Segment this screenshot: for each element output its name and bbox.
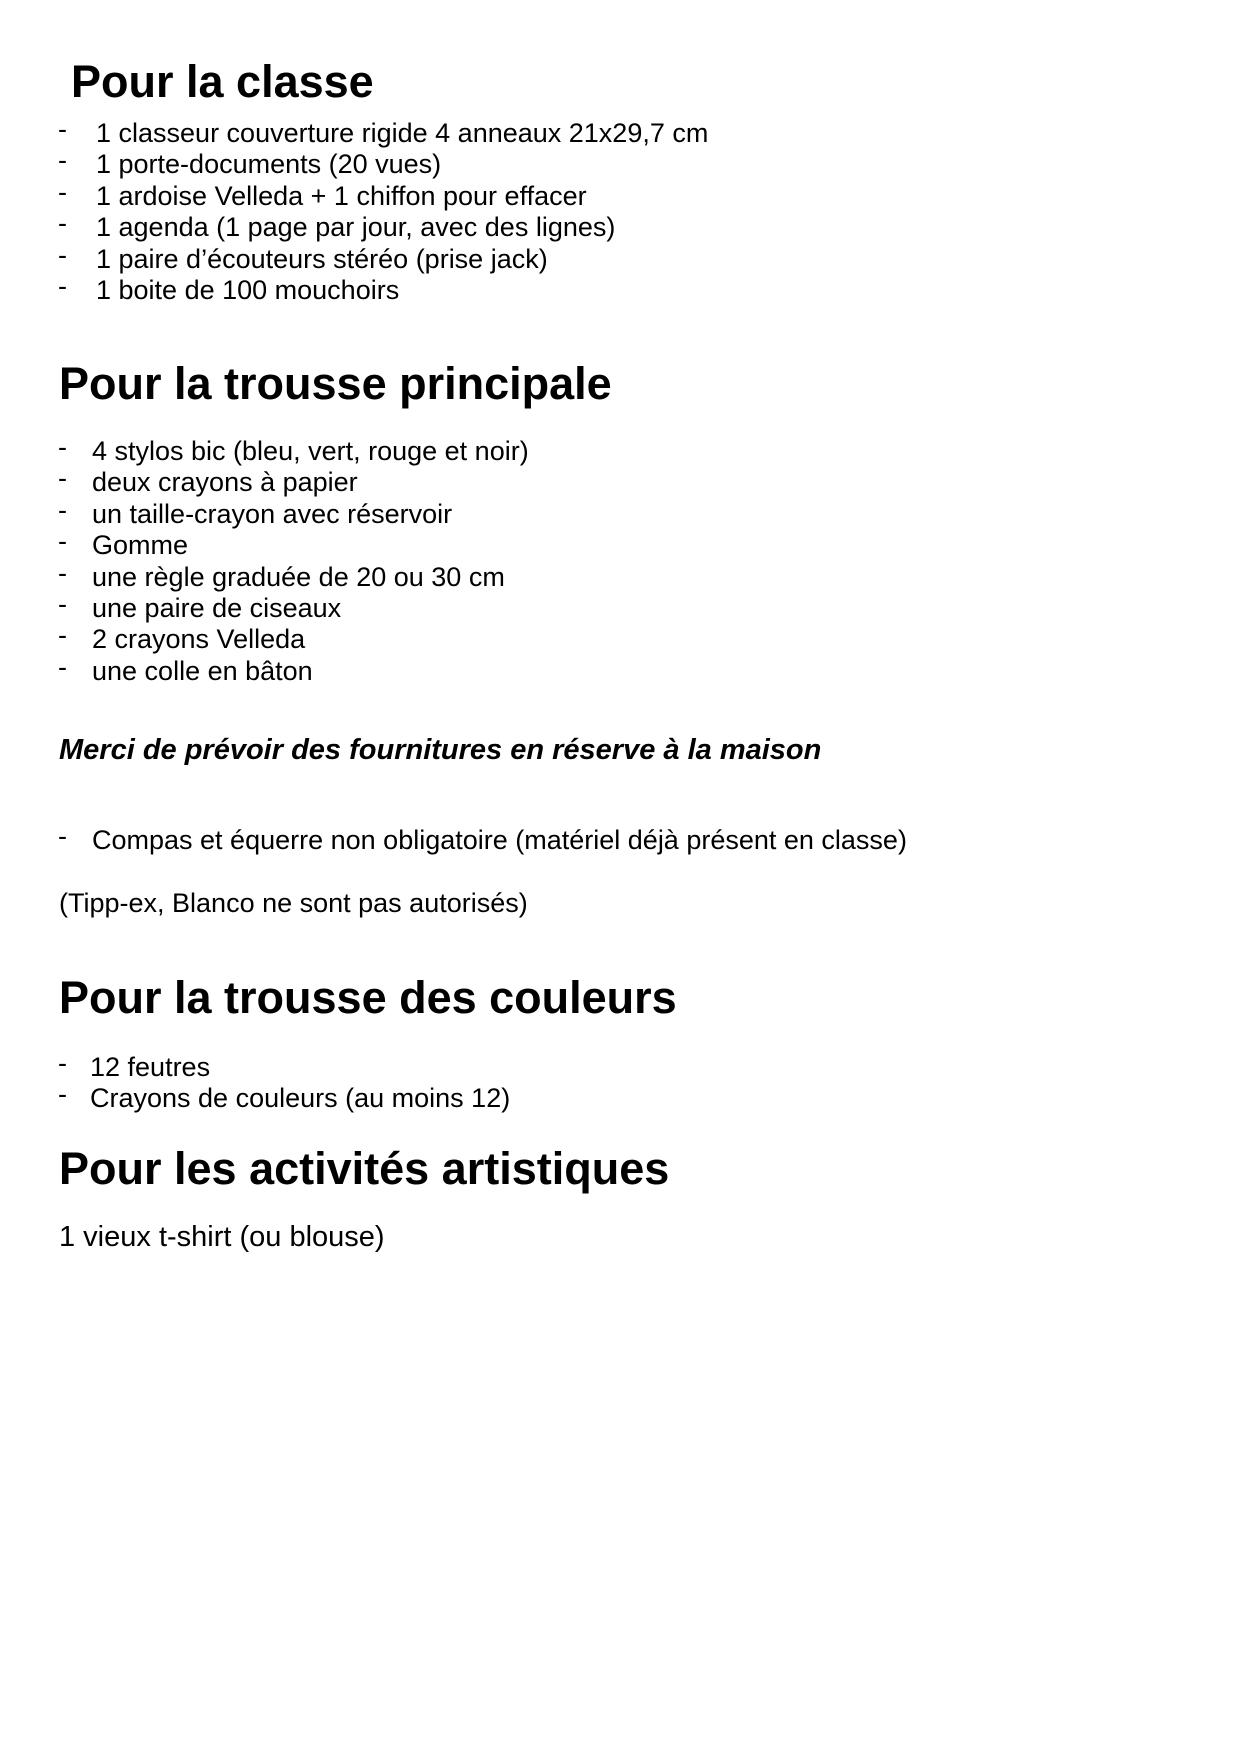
bullet-dash: - xyxy=(58,651,67,682)
bullet-dash: - xyxy=(58,239,67,270)
list-classe xyxy=(58,114,709,306)
item-text: 12 feutres xyxy=(90,1052,211,1082)
list-item xyxy=(58,463,529,498)
list-item xyxy=(58,620,529,655)
list-item xyxy=(58,589,529,624)
list-extra xyxy=(58,821,907,856)
bullet-dash: - xyxy=(58,208,67,239)
bullet-dash: - xyxy=(58,494,67,525)
list-item xyxy=(58,821,907,856)
item-text: une paire de ciseaux xyxy=(92,593,342,624)
list-trousse-principale xyxy=(58,432,529,687)
bullet-dash: - xyxy=(58,114,67,144)
bullet-dash: - xyxy=(58,432,67,462)
list-item xyxy=(58,1048,510,1083)
list-item xyxy=(58,651,529,687)
item-text: Compas et équerre non obligatoire (matériel déjà présent en classe) xyxy=(92,825,907,855)
list-item xyxy=(58,494,529,530)
item-text: 2 crayons Velleda xyxy=(92,624,306,655)
item-text: 1 agenda (1 page par jour, avec des lignes) xyxy=(96,212,616,243)
reserve-note: Merci de prévoir des fournitures en réserve à la maison xyxy=(59,734,822,766)
item-text: Gomme xyxy=(92,530,189,561)
list-item xyxy=(58,557,529,593)
item-text: Crayons de couleurs (au moins 12) xyxy=(90,1083,511,1114)
item-text: 1 porte-documents (20 vues) xyxy=(96,149,442,180)
list-item xyxy=(58,114,709,149)
bullet-dash: - xyxy=(58,1079,67,1110)
item-text: 1 ardoise Velleda + 1 chiffon pour effacer xyxy=(96,180,587,211)
list-trousse-couleurs xyxy=(58,1048,511,1115)
bullet-dash: - xyxy=(58,526,67,557)
item-text: une colle en bâton xyxy=(92,655,313,686)
list-item xyxy=(58,176,708,212)
item-text: 4 stylos bic (bleu, vert, rouge et noir) xyxy=(92,436,529,466)
heading-pour-la-classe: Pour la classe xyxy=(71,56,374,107)
item-text: 1 paire d’écouteurs stéréo (prise jack) xyxy=(96,243,548,274)
list-item xyxy=(58,432,529,467)
heading-trousse-principale: Pour la trousse principale xyxy=(59,358,612,409)
bullet-dash: - xyxy=(58,145,67,176)
list-item xyxy=(58,239,708,275)
bullet-dash: - xyxy=(58,1048,67,1078)
item-text: deux crayons à papier xyxy=(92,467,358,498)
forbidden-note: (Tipp-ex, Blanco ne sont pas autorisés) xyxy=(59,888,528,918)
heading-trousse-couleurs: Pour la trousse des couleurs xyxy=(59,972,677,1023)
bullet-dash: - xyxy=(58,589,67,620)
item-text: une règle graduée de 20 ou 30 cm xyxy=(92,561,505,592)
list-item xyxy=(58,1079,511,1114)
list-item xyxy=(58,145,708,180)
bullet-dash: - xyxy=(58,557,67,588)
item-text: 1 boite de 100 mouchoirs xyxy=(96,275,400,306)
item-text: un taille-crayon avec réservoir xyxy=(92,498,453,529)
item-text: 1 classeur couverture rigide 4 anneaux 21x29,7 cm xyxy=(96,118,709,148)
bullet-dash: - xyxy=(58,463,67,494)
list-item xyxy=(58,526,529,561)
activites-text: 1 vieux t-shirt (ou blouse) xyxy=(59,1221,385,1253)
list-item xyxy=(58,271,708,306)
bullet-dash: - xyxy=(58,620,67,651)
bullet-dash: - xyxy=(58,176,67,207)
list-item xyxy=(58,208,708,243)
bullet-dash: - xyxy=(58,821,67,851)
bullet-dash: - xyxy=(58,271,67,302)
heading-activites-artistiques: Pour les activités artistiques xyxy=(59,1143,670,1194)
